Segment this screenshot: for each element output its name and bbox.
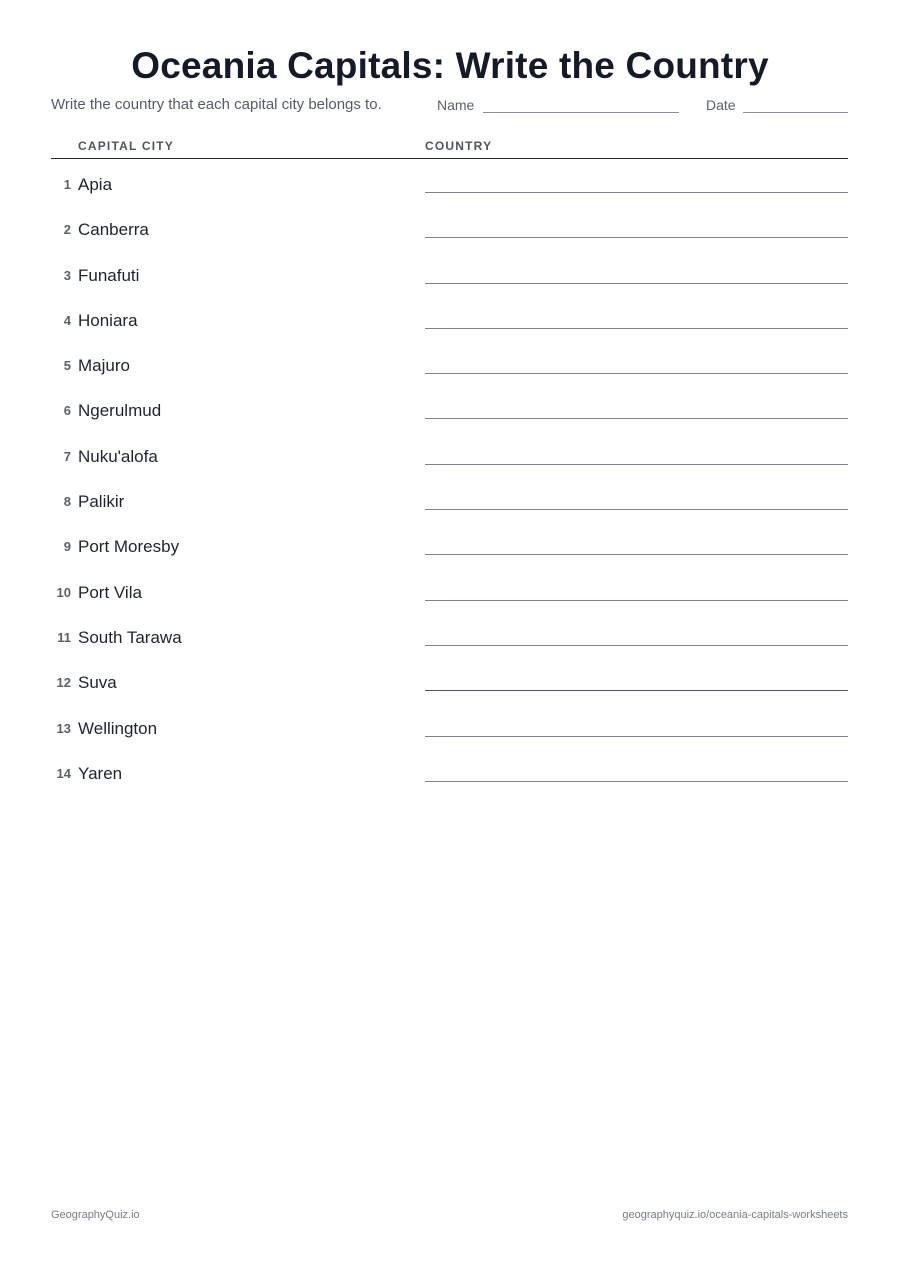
capital-city-name: Suva — [78, 673, 117, 693]
footer-brand: GeographyQuiz.io — [51, 1209, 140, 1221]
worksheet-row — [0, 340, 900, 385]
country-answer-line[interactable] — [425, 418, 848, 419]
instructions-text: Write the country that each capital city belongs to. — [51, 96, 382, 113]
country-answer-line[interactable] — [425, 645, 848, 646]
country-answer-line[interactable] — [425, 373, 848, 374]
row-number: 5 — [63, 358, 71, 374]
worksheet-row — [0, 703, 900, 748]
worksheet-row — [0, 476, 900, 521]
country-answer-line[interactable] — [425, 509, 848, 510]
page-title: Oceania Capitals: Write the Country — [131, 45, 769, 86]
capital-city-name: Palikir — [78, 492, 125, 512]
row-number: 1 — [63, 177, 71, 192]
capital-city-name: Canberra — [78, 220, 149, 240]
name-label: Name — [437, 97, 475, 113]
date-field-line[interactable] — [743, 112, 848, 113]
row-number: 13 — [56, 720, 71, 736]
worksheet-row — [0, 250, 900, 295]
country-answer-line[interactable] — [425, 736, 848, 737]
row-number: 11 — [57, 629, 71, 645]
row-number: 9 — [63, 539, 71, 555]
row-number: 14 — [56, 765, 71, 781]
worksheet-rows — [0, 159, 900, 793]
capital-city-name: Honiara — [78, 310, 138, 330]
row-number: 10 — [56, 584, 71, 600]
country-answer-line[interactable] — [425, 237, 848, 238]
worksheet-row — [0, 748, 900, 793]
country-answer-line[interactable] — [425, 192, 848, 193]
row-number: 7 — [63, 448, 71, 464]
worksheet-row — [0, 204, 900, 249]
country-answer-line[interactable] — [425, 600, 848, 601]
country-answer-line[interactable] — [425, 690, 848, 691]
capital-column-header: CAPITAL CITY — [78, 139, 174, 153]
country-column-header: COUNTRY — [425, 139, 493, 153]
country-answer-line[interactable] — [425, 781, 848, 782]
worksheet-row — [0, 159, 900, 204]
row-number: 3 — [63, 267, 71, 283]
capital-city-name: Apia — [78, 175, 113, 194]
footer-url: geographyquiz.io/oceania-capitals-worksheets — [622, 1209, 848, 1221]
capital-city-name: Yaren — [78, 763, 123, 783]
capital-city-name: Port Vila — [78, 582, 142, 602]
row-number: 12 — [56, 675, 71, 691]
date-label: Date — [706, 97, 736, 113]
capital-city-name: Majuro — [78, 356, 130, 376]
worksheet-row — [0, 567, 900, 612]
row-number: 2 — [63, 222, 71, 238]
capital-city-name: South Tarawa — [78, 627, 182, 647]
capital-city-name: Nuku'alofa — [78, 446, 158, 466]
worksheet-row — [0, 431, 900, 476]
capital-city-name: Wellington — [78, 718, 158, 738]
worksheet-row — [0, 657, 900, 702]
worksheet-row — [0, 521, 900, 566]
worksheet-row — [0, 385, 900, 430]
country-answer-line[interactable] — [425, 464, 848, 465]
name-field-line[interactable] — [483, 112, 679, 113]
capital-city-name: Ngerulmud — [78, 401, 162, 421]
worksheet-row — [0, 612, 900, 657]
country-answer-line[interactable] — [425, 328, 848, 329]
country-answer-line[interactable] — [425, 554, 848, 555]
capital-city-name: Funafuti — [78, 265, 140, 285]
row-number: 6 — [63, 403, 71, 419]
row-number: 4 — [63, 312, 71, 328]
capital-city-name: Port Moresby — [78, 537, 180, 557]
row-number: 8 — [63, 494, 71, 510]
country-answer-line[interactable] — [425, 283, 848, 284]
worksheet-row — [0, 295, 900, 340]
